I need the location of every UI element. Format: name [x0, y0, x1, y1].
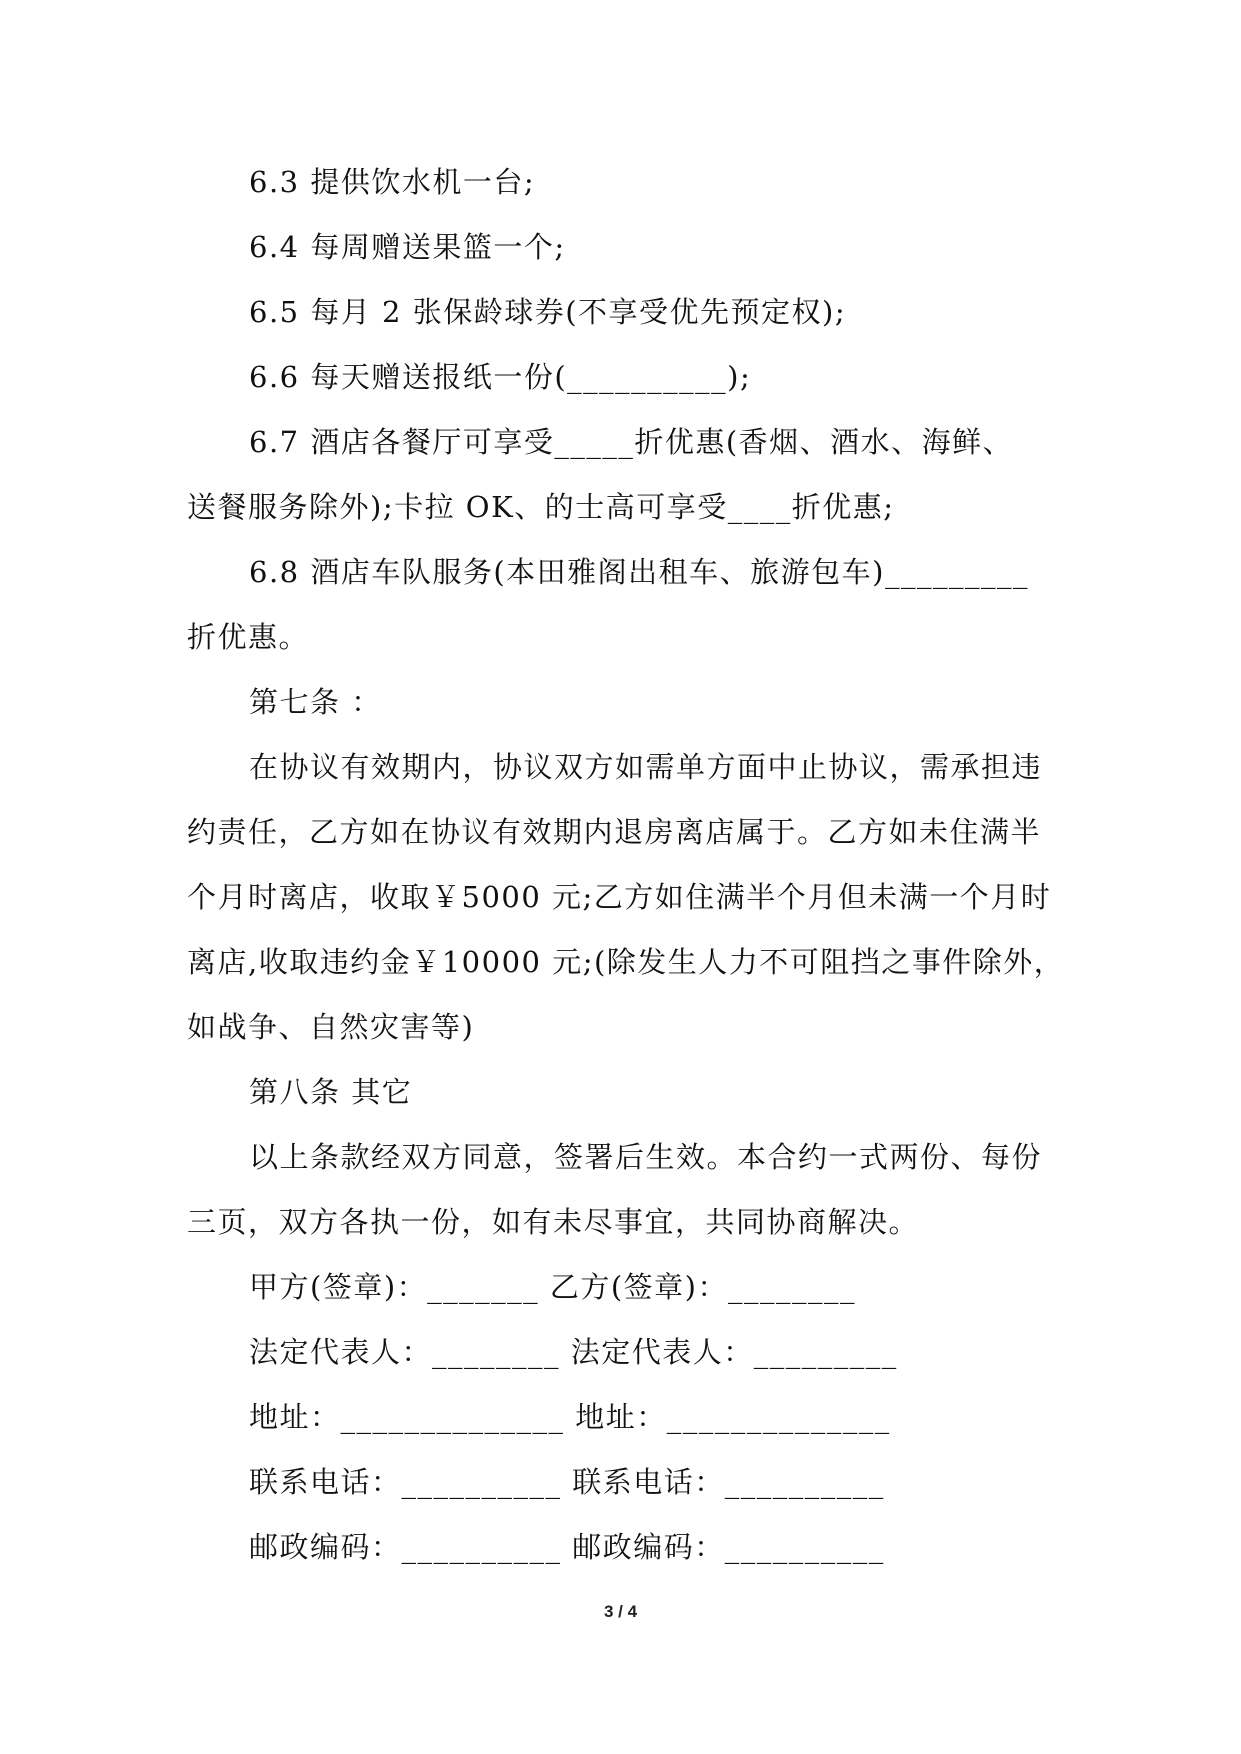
clause-6-3: 6.3 提供饮水机一台; [249, 165, 536, 199]
clause-6-8-line-2: 折优惠。 [187, 620, 310, 654]
article-7-text-line-4: 离店,收取违约金￥10000 元;(除发生人力不可阻挡之事件除外， [187, 945, 1065, 979]
clause-6-5: 6.5 每月 2 张保龄球券(不享受优先预定权); [249, 295, 847, 329]
article-7-text-line-3: 个月时离店，收取￥5000 元;乙方如住满半个月但未满一个月时 [187, 880, 1052, 914]
clause-6-8-line-1: 6.8 酒店车队服务(本田雅阁出租车、旅游包车)_________ [249, 555, 1029, 589]
article-8-text-line-1: 以上条款经双方同意，签署后生效。本合约一式两份、每份 [249, 1140, 1043, 1174]
article-8-text-line-2: 三页，双方各执一份，如有未尽事宜，共同协商解决。 [187, 1205, 920, 1239]
page-number: 3 / 4 [603, 1602, 638, 1621]
clause-6-6: 6.6 每天赠送报纸一份(__________); [249, 360, 752, 394]
article-7-heading: 第七条 ： [249, 685, 382, 719]
article-7-text-line-2: 约责任，乙方如在协议有效期内退房离店属于。乙方如未住满半 [187, 815, 1042, 849]
clause-6-7-line-1: 6.7 酒店各餐厅可享受_____折优惠(香烟、酒水、海鲜、 [249, 425, 1014, 459]
phone-line: 联系电话：__________ 联系电话：__________ [249, 1465, 885, 1499]
address-line: 地址：______________ 地址：______________ [249, 1400, 891, 1434]
article-7-text-line-5: 如战争、自然灾害等) [187, 1010, 475, 1044]
signature-line: 甲方(签章)：_______ 乙方(签章)：________ [249, 1270, 856, 1304]
clause-6-7-line-2: 送餐服务除外);卡拉 OK、的士高可享受____折优惠; [187, 490, 895, 524]
article-8-heading: 第八条 其它 [249, 1075, 413, 1109]
clause-6-4: 6.4 每周赠送果篮一个; [249, 230, 566, 264]
legal-representative-line: 法定代表人：________ 法定代表人：_________ [249, 1335, 898, 1369]
article-7-text-line-1: 在协议有效期内，协议双方如需单方面中止协议，需承担违 [249, 750, 1043, 784]
postal-code-line: 邮政编码：__________ 邮政编码：__________ [249, 1530, 885, 1564]
